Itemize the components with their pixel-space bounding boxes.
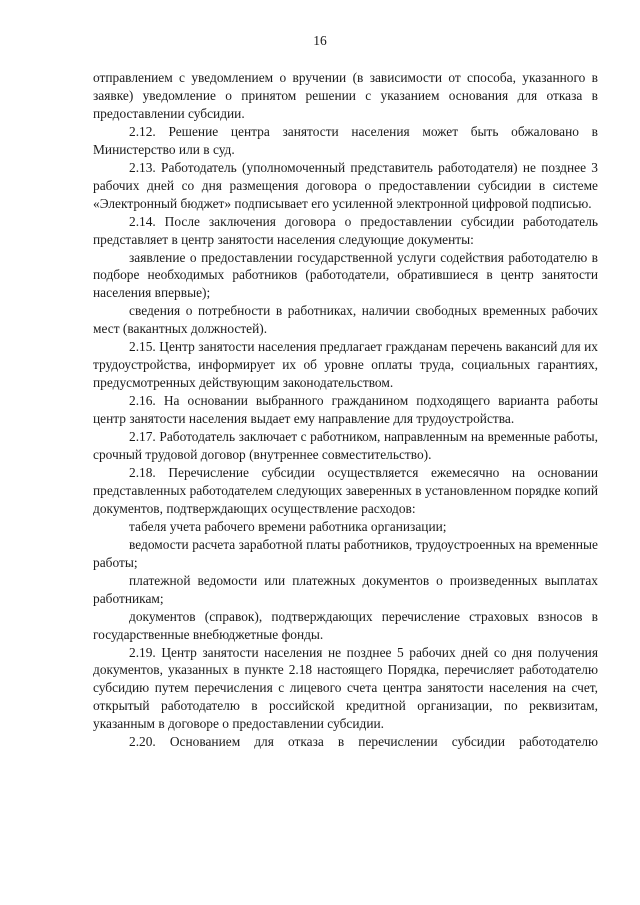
paragraph-2-18-item-payroll: ведомости расчета заработной платы работников, трудоустроенных на временные работы; <box>93 536 598 570</box>
paragraph-2-18-item-payment-records: платежной ведомости или платежных документов о произведенных выплатах работникам; <box>93 572 598 606</box>
paragraph-2-18-item-timesheet: табеля учета рабочего времени работника организации; <box>129 518 447 534</box>
paragraph-2-19: 2.19. Центр занятости населения не позднее 5 рабочих дней со дня получения документов, указанных в пункте 2.18 настоящего Порядка, перечисляет работодателю субсидию путем перечисления с лицевого счета центра занятости населения на счет, открытый работодателю в российской кредитной организации, по реквизитам, указанным в договоре о предоставлении субсидии. <box>93 644 598 732</box>
paragraph-2-18: 2.18. Перечисление субсидии осуществляется ежемесячно на основании представленных работодателем следующих заверенных в установленном порядке копий документов, подтверждающих осуществление расходов: <box>93 464 598 516</box>
paragraph-2-11-continuation: отправлением с уведомлением о вручении (в зависимости от способа, указанного в заявке) уведомление о принятом решении с указанием основания для отказа в предоставлении субсидии. <box>93 70 598 121</box>
paragraph-2-16: 2.16. На основании выбранного гражданином подходящего варианта работы центр занятости населения выдает ему направление для трудоустройства. <box>93 393 598 427</box>
paragraph-2-13: 2.13. Работодатель (уполномоченный представитель работодателя) не позднее 3 рабочих дней со дня размещения договора о предоставлении субсидии в системе «Электронный бюджет» подписывает его усиленной электронной цифровой подписью. <box>93 159 598 211</box>
document-body <box>93 69 598 751</box>
paragraph-2-14-item-application: заявление о предоставлении государственной услуги содействия работодателю в подборе необходимых работников (работодатели, обратившиеся в центр занятости населения впервые); <box>93 249 598 301</box>
page-number: 16 <box>313 33 327 48</box>
paragraph-2-18-item-insurance-docs: документов (справок), подтверждающих перечисление страховых взносов в государственные внебюджетные фонды. <box>93 608 598 642</box>
paragraph-2-20: 2.20. Основанием для отказа в перечислении субсидии работодателю <box>129 734 598 750</box>
paragraph-2-15: 2.15. Центр занятости населения предлагает гражданам перечень вакансий для их трудоустройства, информирует их об уровне оплаты труда, социальных гарантиях, предусмотренных действующим законодательством. <box>93 339 598 391</box>
paragraph-2-14: 2.14. После заключения договора о предоставлении субсидии работодатель представляет в центр занятости населения следующие документы: <box>93 213 598 247</box>
paragraph-2-17: 2.17. Работодатель заключает с работником, направленным на временные работы, срочный трудовой договор (внутреннее совместительство). <box>93 429 598 463</box>
paragraph-2-12: 2.12. Решение центра занятости населения может быть обжаловано в Министерство или в суд. <box>93 123 598 157</box>
paragraph-2-14-item-vacancies: сведения о потребности в работниках, наличии свободных временных рабочих мест (вакантных должностей). <box>93 303 598 337</box>
